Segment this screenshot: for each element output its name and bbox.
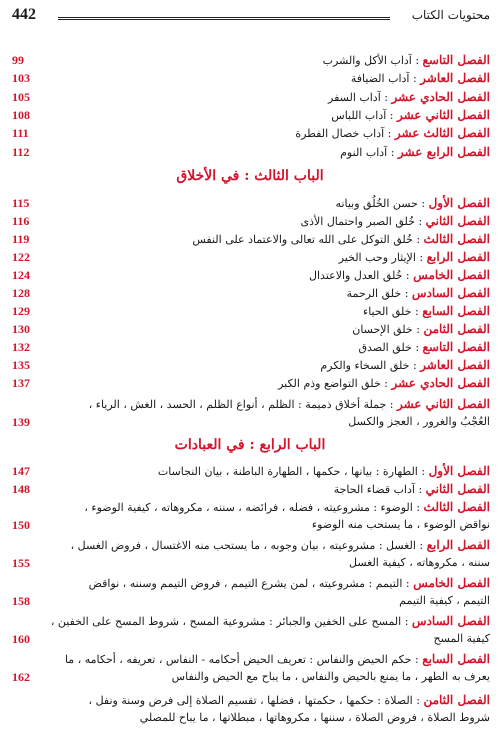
chapter-label: الفصل الثاني عشر [396, 397, 490, 411]
header-title: محتويات الكتاب [411, 8, 490, 22]
chapter-label: الفصل الرابع [426, 538, 490, 552]
page-ref: 160 [12, 632, 30, 646]
entry-text: خلق السخاء والكرم [320, 359, 410, 372]
chapter-label: الفصل العاشر [420, 71, 490, 85]
page-number: 442 [12, 6, 36, 23]
chapter-label: الفصل الثاني [425, 214, 490, 228]
entry-text: نواقض الوضوء ، ما يستحب منه الوضوء [311, 518, 490, 531]
entry-text: خلق التواضع وذم الكبر [278, 377, 381, 390]
toc-entry: الفصل الثاني عشر : جملة أخلاق ذميمة : الظلم ، أنواع الظلم ، الحسد ، الغش ، الرياء ، [88, 397, 490, 411]
toc-entry: الفصل الأول : حسن الخُلُق وبيانه [335, 196, 490, 210]
page-ref: 99 [12, 53, 24, 67]
toc-entry: الفصل التاسع : خلق الصدق [358, 340, 490, 354]
entry-text: آداب اللباس [331, 109, 387, 122]
page-ref: 137 [12, 376, 30, 390]
toc-entry-continuation [12, 414, 490, 430]
toc-entry: الفصل الرابع عشر : آداب النوم [340, 145, 490, 159]
page-ref: 155 [12, 556, 30, 570]
entry-text: آداب الضيافة [350, 72, 410, 85]
entry-text: يعرف به الطهر ، ما يمنع بالحيض والنفاس ، ما يباح مع الحيض والنفاس [171, 670, 490, 683]
entry-text: الإيثار وحب الخير [338, 251, 416, 264]
toc-entry: الفصل التاسع : آداب الأكل والشرب [322, 53, 490, 67]
chapter-label: الفصل الأول [428, 196, 490, 210]
entry-text: خُلق الصبر واحتمال الأذى [300, 215, 415, 228]
entry-text: الوضوء : مشروعيته ، فضله ، فرائضه ، سننه ، مكروهاته ، كيفية الوضوء ، [84, 501, 413, 514]
chapter-label: الفصل الأول [428, 464, 490, 478]
chapter-label: الفصل الثامن [423, 322, 490, 336]
chapter-label: الفصل الثالث عشر [394, 126, 490, 140]
page-ref: 115 [12, 196, 30, 210]
page-ref: 128 [12, 286, 30, 300]
toc-entry: الفصل الثاني : آداب قضاء الحاجة [333, 482, 490, 496]
chapter-label: الفصل السابع [422, 652, 490, 666]
chapter-label: الفصل التاسع [422, 53, 490, 67]
page-ref: 111 [12, 126, 29, 140]
entry-text: المسح على الخفين والجبائر : مشروعية المسح ، شروط المسح على الخفين ، [50, 615, 402, 628]
toc-entry: الفصل الحادي عشر : آداب السفر [328, 90, 490, 104]
entry-text: آداب السفر [328, 91, 381, 104]
section-heading: الباب الرابع : في العبادات [174, 437, 326, 453]
chapter-label: الفصل الحادي عشر [391, 376, 490, 390]
page-ref: 105 [12, 90, 30, 104]
toc-entry-continuation [12, 669, 490, 685]
toc-entry: الفصل الثاني : خُلق الصبر واحتمال الأذى [300, 214, 490, 228]
toc-entry: الفصل الثامن : الصلاة : حكمها ، حكمتها ، فضلها ، تقسيم الصلاة إلى فرض وسنة ونفل ، [88, 693, 490, 707]
toc-entry: الفصل الخامس : خُلق العدل والاعتدال [309, 268, 490, 282]
toc-entry: الفصل الخامس : التيمم : مشروعيته ، لمن يشرع التيمم ، فروض التيمم وسننه ، نواقض [88, 576, 490, 590]
page-ref: 132 [12, 340, 30, 354]
chapter-label: الفصل الثالث [423, 500, 490, 514]
toc-entry: الفصل السابع : حكم الحيض والنفاس : تعريف الحيض أحكامه - النفاس ، تعريفه ، أحكامه ، ما [64, 652, 490, 666]
chapter-label: الفصل الرابع عشر [397, 145, 490, 159]
page-ref: 108 [12, 108, 30, 122]
chapter-label: الفصل السابع [422, 304, 490, 318]
entry-text: العُجْبُ والغرور ، العجز والكسل [348, 415, 490, 428]
entry-text: خلق الإحسان [352, 323, 413, 336]
page-ref: 139 [12, 415, 30, 429]
chapter-label: الفصل الرابع [426, 250, 490, 264]
page-ref: 130 [12, 322, 30, 336]
chapter-label: الفصل الثالث [423, 232, 490, 246]
entry-text: الطهارة : بيانها ، حكمها ، الطهارة الباطنة ، بيان النجاسات [157, 465, 418, 478]
entry-text: خلق الصدق [358, 341, 412, 354]
entry-text: آداب قضاء الحاجة [333, 483, 415, 496]
toc-entry-continuation [12, 555, 490, 571]
toc-entry: الفصل الحادي عشر : خلق التواضع وذم الكبر [278, 376, 490, 390]
toc-entry: الفصل السادس : المسح على الخفين والجبائر : مشروعية المسح ، شروط المسح على الخفين ، [50, 614, 490, 628]
chapter-label: الفصل السادس [411, 614, 490, 628]
entry-text: حسن الخُلُق وبيانه [335, 197, 418, 210]
entry-text: آداب خصال الفطرة [295, 127, 385, 140]
toc-entry-continuation [12, 593, 490, 609]
page-ref: 162 [12, 670, 30, 684]
page-ref: 103 [12, 71, 30, 85]
toc-entry-continuation [12, 710, 490, 726]
page-header [12, 6, 490, 28]
toc-entry: الفصل السابع : خلق الحياء [363, 304, 490, 318]
toc-entry: الفصل الثامن : خلق الإحسان [352, 322, 490, 336]
toc-entry: الفصل الأول : الطهارة : بيانها ، حكمها ، الطهارة الباطنة ، بيان النجاسات [157, 464, 490, 478]
page-ref: 129 [12, 304, 30, 318]
entry-text: جملة أخلاق ذميمة : الظلم ، أنواع الظلم ، الحسد ، الغش ، الرياء ، [88, 398, 387, 411]
chapter-label: الفصل السادس [411, 286, 490, 300]
section-heading: الباب الثالث : في الأخلاق [176, 168, 324, 184]
chapter-label: الفصل الثاني [425, 482, 490, 496]
chapter-label: الفصل الحادي عشر [391, 90, 490, 104]
toc-entry: الفصل العاشر : خلق السخاء والكرم [320, 358, 490, 372]
chapter-label: الفصل التاسع [422, 340, 490, 354]
entry-text: خلق الرحمة [346, 287, 402, 300]
page-ref: 119 [12, 232, 30, 246]
toc-entry: الفصل الثالث : خُلق التوكل على الله تعالى والاعتماد على النفس [192, 232, 490, 246]
entry-text: آداب النوم [340, 146, 388, 159]
page-ref: 116 [12, 214, 30, 228]
entry-text: سننه ، مكروهاته ، كيفية الغسل [349, 556, 490, 569]
toc-entry: الفصل الرابع : الإيثار وحب الخير [338, 250, 490, 264]
toc-entry: الفصل الثالث : الوضوء : مشروعيته ، فضله ، فرائضه ، سننه ، مكروهاته ، كيفية الوضوء ، [84, 500, 490, 514]
entry-text: خُلق العدل والاعتدال [309, 269, 403, 282]
entry-text: الصلاة : حكمها ، حكمتها ، فضلها ، تقسيم الصلاة إلى فرض وسنة ونفل ، [88, 694, 413, 707]
entry-text: التيمم : مشروعيته ، لمن يشرع التيمم ، فروض التيمم وسننه ، نواقض [88, 577, 403, 590]
page-ref: 112 [12, 145, 30, 159]
entry-text: حكم الحيض والنفاس : تعريف الحيض أحكامه - النفاس ، تعريفه ، أحكامه ، ما [64, 653, 412, 666]
page-ref: 150 [12, 518, 30, 532]
page-ref: 122 [12, 250, 30, 264]
page-ref: 158 [12, 594, 30, 608]
page-ref: 135 [12, 358, 30, 372]
page-ref: 124 [12, 268, 30, 282]
header-rule [58, 17, 390, 20]
chapter-label: الفصل الثاني عشر [396, 108, 490, 122]
entry-text: كيفية المسح [433, 632, 490, 645]
entry-text: خلق الحياء [363, 305, 412, 318]
page-ref: 147 [12, 464, 30, 478]
toc-entry: الفصل الرابع : الغسل : مشروعيته ، بيان وجوبه ، ما يستحب منه الاغتسال ، فروض الغسل ، [70, 538, 490, 552]
toc-entry: الفصل الثاني عشر : آداب اللباس [331, 108, 490, 122]
entry-text: خُلق التوكل على الله تعالى والاعتماد على النفس [192, 233, 413, 246]
page-ref: 148 [12, 482, 30, 496]
chapter-label: الفصل الخامس [413, 268, 490, 282]
toc-entry-continuation [12, 631, 490, 647]
toc-entry: الفصل الثالث عشر : آداب خصال الفطرة [295, 126, 490, 140]
entry-text: آداب الأكل والشرب [322, 54, 412, 67]
toc-entry: الفصل السادس : خلق الرحمة [346, 286, 490, 300]
entry-text: الغسل : مشروعيته ، بيان وجوبه ، ما يستحب منه الاغتسال ، فروض الغسل ، [70, 539, 416, 552]
chapter-label: الفصل العاشر [420, 358, 490, 372]
entry-text: التيمم ، كيفية التيمم [399, 594, 490, 607]
chapter-label: الفصل الثامن [423, 693, 490, 707]
entry-text: شروط الصلاة ، فروض الصلاة ، سننها ، مكروهاتها ، مبطلاتها ، ما يباح للمصلي [139, 711, 490, 724]
chapter-label: الفصل الخامس [413, 576, 490, 590]
toc-entry-continuation [12, 517, 490, 533]
toc-entry: الفصل العاشر : آداب الضيافة [350, 71, 490, 85]
